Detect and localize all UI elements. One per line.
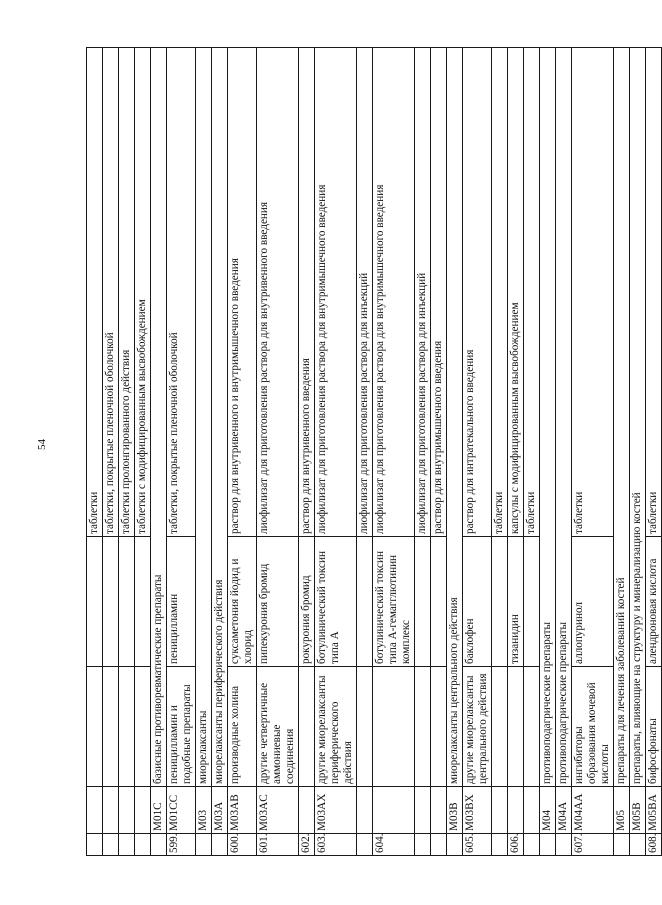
dosage-form-cell: таблетки: [87, 48, 103, 537]
atc-code-cell: M01CC: [167, 787, 196, 834]
row-number-cell: [415, 834, 431, 856]
row-number-cell: 606.: [508, 834, 524, 856]
row-number-cell: 604.: [373, 834, 415, 856]
row-number-cell: 601.: [257, 834, 299, 856]
dosage-form-cell: лиофилизат для приготовления раствора для внутримышечного введения: [373, 48, 415, 537]
dosage-form-cell: раствор для интратекального введения: [463, 48, 492, 537]
row-number-cell: 600.: [228, 834, 257, 856]
row-number-cell: 605.: [463, 834, 492, 856]
table-row: [524, 48, 540, 856]
atc-code-cell: [431, 787, 447, 834]
dosage-form-cell: таблетки: [492, 48, 508, 537]
group-name-cell: другие четвертичные аммониевые соединения: [257, 667, 299, 787]
atc-code-cell: M05B: [630, 787, 646, 834]
atc-code-cell: [373, 787, 415, 834]
row-number-cell: [151, 834, 167, 856]
substance-cell: [119, 537, 135, 667]
atc-code-cell: M03A: [212, 787, 228, 834]
atc-code-cell: M03AC: [257, 787, 299, 834]
substance-cell: алендроновая кислота: [646, 537, 662, 667]
atc-code-cell: M03: [196, 787, 212, 834]
dosage-form-cell: таблетки пролонгированного действия: [119, 48, 135, 537]
substance-cell: пеницилламин: [167, 537, 196, 667]
row-number-cell: [135, 834, 151, 856]
table-row: [212, 48, 228, 856]
table-row: [315, 48, 357, 856]
substance-cell: аллопуринол: [572, 537, 614, 667]
row-number-cell: [492, 834, 508, 856]
table-row: [556, 48, 572, 856]
dosage-form-cell: лиофилизат для приготовления раствора для инъекций: [357, 48, 373, 537]
table-row: [614, 48, 630, 856]
dosage-form-cell: таблетки, покрытые пленочной оболочкой: [167, 48, 196, 537]
drug-table-body: [87, 48, 662, 856]
table-row: [357, 48, 373, 856]
row-number-cell: [630, 834, 646, 856]
substance-cell: [524, 537, 540, 667]
group-name-cell: препараты для лечения заболеваний костей: [614, 48, 630, 787]
substance-cell: [135, 537, 151, 667]
group-name-cell: препараты, влияющие на структуру и минерализацию костей: [630, 48, 646, 787]
substance-cell: [415, 537, 431, 667]
dosage-form-cell: таблетки: [524, 48, 540, 537]
dosage-form-cell: лиофилизат для приготовления раствора для внутривенного введения: [257, 48, 299, 537]
group-name-cell: [299, 667, 315, 787]
row-number-cell: [614, 834, 630, 856]
group-name-cell: миорелаксанты периферического действия: [212, 48, 228, 787]
dosage-form-cell: раствор для внутривенного и внутримышечного введения: [228, 48, 257, 537]
substance-cell: ботулинический токсин типа A: [315, 537, 357, 667]
substance-cell: суксаметония йодид и хлорид: [228, 537, 257, 667]
group-name-cell: бифосфонаты: [646, 667, 662, 787]
atc-code-cell: M03AB: [228, 787, 257, 834]
group-name-cell: пеницилламин и подобные препараты: [167, 667, 196, 787]
substance-cell: [431, 537, 447, 667]
dosage-form-cell: таблетки: [572, 48, 614, 537]
row-number-cell: 607.: [572, 834, 614, 856]
row-number-cell: [87, 834, 103, 856]
table-row: [151, 48, 167, 856]
dosage-form-cell: таблетки: [646, 48, 662, 537]
atc-code-cell: [135, 787, 151, 834]
row-number-cell: 599.: [167, 834, 196, 856]
row-number-cell: [119, 834, 135, 856]
dosage-form-cell: лиофилизат для приготовления раствора для инъекций: [415, 48, 431, 537]
atc-code-cell: [492, 787, 508, 834]
group-name-cell: [431, 667, 447, 787]
table-row: [135, 48, 151, 856]
table-row: [87, 48, 103, 856]
group-name-cell: миорелаксанты: [196, 48, 212, 787]
row-number-cell: [447, 834, 463, 856]
dosage-form-cell: раствор для внутримышечного введения: [431, 48, 447, 537]
group-name-cell: [135, 667, 151, 787]
group-name-cell: противоподагрические препараты: [540, 48, 556, 787]
page-number: 54: [36, 439, 48, 450]
table-row: [196, 48, 212, 856]
atc-code-cell: [87, 787, 103, 834]
substance-cell: [103, 537, 119, 667]
table-row: [646, 48, 662, 856]
row-number-cell: [196, 834, 212, 856]
atc-code-cell: M04: [540, 787, 556, 834]
row-number-cell: [540, 834, 556, 856]
group-name-cell: [103, 667, 119, 787]
table-row: [415, 48, 431, 856]
atc-code-cell: M03AX: [315, 787, 357, 834]
table-row: [431, 48, 447, 856]
table-row: [228, 48, 257, 856]
group-name-cell: миорелаксанты центрального действия: [447, 48, 463, 787]
group-name-cell: [524, 667, 540, 787]
row-number-cell: [431, 834, 447, 856]
table-row: [540, 48, 556, 856]
table-row: [299, 48, 315, 856]
atc-code-cell: [103, 787, 119, 834]
group-name-cell: [492, 667, 508, 787]
atc-code-cell: [415, 787, 431, 834]
group-name-cell: другие миорелаксанты центрального действия: [463, 667, 492, 787]
substance-cell: [87, 537, 103, 667]
row-number-cell: [212, 834, 228, 856]
row-number-cell: 603.: [315, 834, 357, 856]
atc-code-cell: [299, 787, 315, 834]
group-name-cell: ингибиторы образования мочевой кислоты: [572, 667, 614, 787]
atc-code-cell: [119, 787, 135, 834]
atc-code-cell: M03BX: [463, 787, 492, 834]
row-number-cell: [524, 834, 540, 856]
table-row: [373, 48, 415, 856]
group-name-cell: базисные противоревматические препараты: [151, 48, 167, 787]
dosage-form-cell: лиофилизат для приготовления раствора для внутримышечного введения: [315, 48, 357, 537]
row-number-cell: [357, 834, 373, 856]
atc-code-cell: M04AA: [572, 787, 614, 834]
table-row: [447, 48, 463, 856]
group-name-cell: [119, 667, 135, 787]
atc-code-cell: [524, 787, 540, 834]
drug-table: [86, 47, 662, 856]
substance-cell: пипекурония бромид: [257, 537, 299, 667]
table-row: [492, 48, 508, 856]
substance-cell: баклофен: [463, 537, 492, 667]
atc-code-cell: M05: [614, 787, 630, 834]
atc-code-cell: [508, 787, 524, 834]
group-name-cell: [373, 667, 415, 787]
dosage-form-cell: капсулы с модифицированным высвобождением: [508, 48, 524, 537]
substance-cell: тизанидин: [508, 537, 524, 667]
atc-code-cell: M05BA: [646, 787, 662, 834]
atc-code-cell: M01C: [151, 787, 167, 834]
row-number-cell: [556, 834, 572, 856]
atc-code-cell: M03B: [447, 787, 463, 834]
group-name-cell: противоподагрические препараты: [556, 48, 572, 787]
table-row: [167, 48, 196, 856]
row-number-cell: 608.: [646, 834, 662, 856]
row-number-cell: [103, 834, 119, 856]
rotated-page: [86, 48, 659, 856]
group-name-cell: [415, 667, 431, 787]
group-name-cell: [87, 667, 103, 787]
dosage-form-cell: раствор для внутривенного введения: [299, 48, 315, 537]
group-name-cell: [508, 667, 524, 787]
table-row: [103, 48, 119, 856]
table-row: [463, 48, 492, 856]
substance-cell: рокурония бромид: [299, 537, 315, 667]
table-row: [119, 48, 135, 856]
table-row: [508, 48, 524, 856]
atc-code-cell: [357, 787, 373, 834]
substance-cell: [492, 537, 508, 667]
table-row: [630, 48, 646, 856]
substance-cell: ботулинический токсин типа A-гемагглютинин комплекс: [373, 537, 415, 667]
substance-cell: [357, 537, 373, 667]
dosage-form-cell: таблетки с модифицированным высвобождением: [135, 48, 151, 537]
group-name-cell: [357, 667, 373, 787]
group-name-cell: другие миорелаксанты периферического действия: [315, 667, 357, 787]
row-number-cell: 602.: [299, 834, 315, 856]
atc-code-cell: M04A: [556, 787, 572, 834]
table-row: [257, 48, 299, 856]
table-row: [572, 48, 614, 856]
dosage-form-cell: таблетки, покрытые пленочной оболочкой: [103, 48, 119, 537]
group-name-cell: производные холина: [228, 667, 257, 787]
